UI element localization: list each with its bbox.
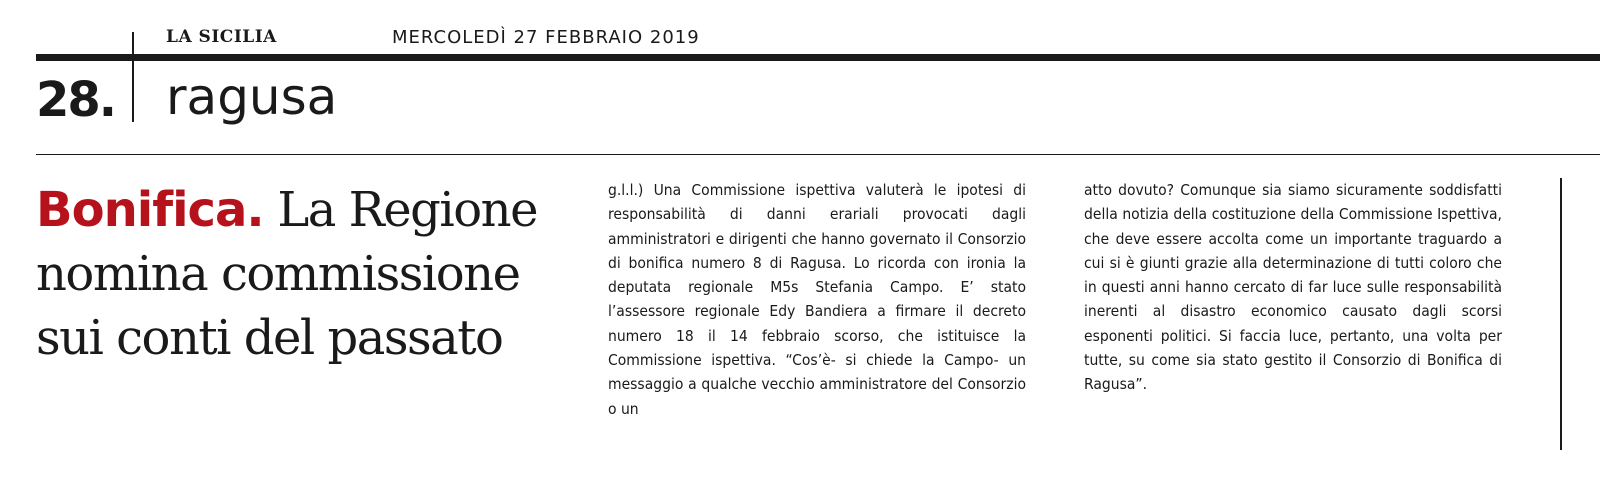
headline-text: La Regione nomina commissione sui conti del passato: [36, 182, 537, 366]
article-column-1: g.l.l.) Una Commissione ispettiva valuterà le ipotesi di responsabilità di danni erariali provocati dagli amministratori e dirigenti che hanno governato il Consorzio di bonifica numero 8 di Ragusa. Lo ricorda con ironia la deputata regionale M5s Stefania Campo. E’ stato l’assessore regionale Edy Bandiera a firmare il decreto numero 18 il 14 febbraio scorso, che istituisce la Commissione ispettiva. “Cos’è- si chiede la Campo- un messaggio a qualche vecchio amministratore del Consorzio o un: [608, 181, 1026, 418]
issue-date: MERCOLEDÌ 27 FEBBRAIO 2019: [392, 27, 700, 48]
masthead-separator: [132, 32, 134, 122]
top-rule: [36, 54, 1600, 61]
newspaper-name: LA SICILIA: [166, 27, 277, 47]
article-column-2: atto dovuto? Comunque sia siamo sicuramente soddisfatti della notizia della costituzione della Commissione Ispettiva, che deve essere accolta come un importante traguardo a cui si è giunti grazie alla determinazione di tutti coloro che in questi anni hanno cercato di far luce sulle responsabilità inerenti al disastro economico causato dagli scorsi esponenti politici. Si faccia luce, pertanto, una volta per tutte, su come sia stato gestito il Consorzio di Bonifica di Ragusa”.: [1084, 181, 1502, 394]
article-headline: [36, 178, 596, 370]
section-name: ragusa: [166, 68, 338, 126]
section-rule: [36, 154, 1600, 155]
column-rule: [1560, 178, 1562, 450]
page-number: 28.: [36, 72, 116, 128]
headline-kicker: Bonifica.: [36, 182, 264, 238]
